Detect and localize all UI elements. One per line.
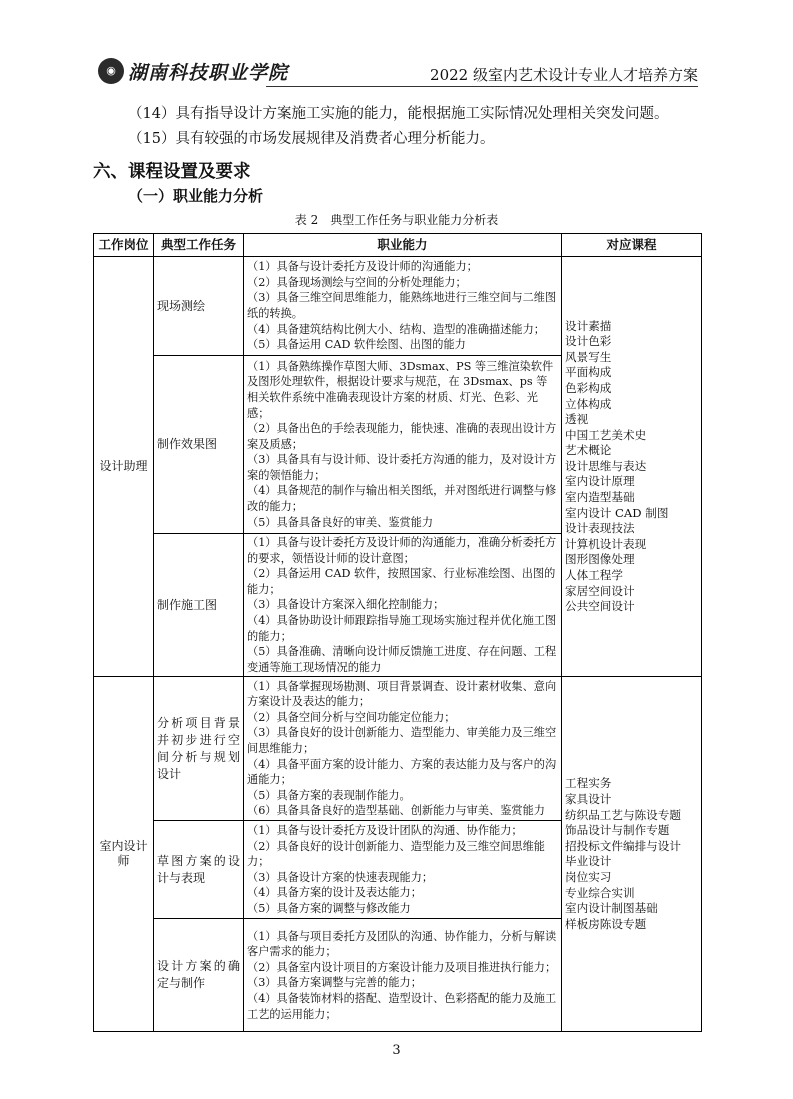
ability-item: （4）具备规范的制作与输出相关图纸，并对图纸进行调整与修改的能力； — [247, 484, 557, 514]
ability-item: （3）具备设计方案的快速表现能力； — [247, 870, 434, 884]
ability-item: （5）具备具备良好的审美、鉴赏能力 — [247, 515, 434, 529]
course-item: 透视 — [565, 412, 589, 427]
ability-cell — [244, 534, 562, 677]
course-item: 招投标文件编排与设计 — [565, 838, 681, 853]
course-item: 家居空间设计 — [565, 583, 635, 598]
course-item: 纺织品工艺与陈设专题 — [565, 807, 681, 822]
course-item: 人体工程学 — [565, 568, 623, 583]
header-task: 典型工作任务 — [154, 234, 244, 257]
ability-item: （4）具备协助设计师跟踪指导施工现场实施过程并优化施工图的能力； — [247, 613, 557, 643]
course-item: 室内设计 CAD 制图 — [565, 505, 669, 520]
ability-item: （2）具备良好的设计创新能力、造型能力及三维空间思维能力； — [247, 839, 545, 869]
ability-item: （1）具备与设计委托方及设计师的沟通能力； — [247, 260, 478, 274]
table-row — [94, 677, 702, 821]
course-item: 设计表现技法 — [565, 521, 635, 536]
task-cell: 设计方案的确定与制作 — [154, 919, 244, 1032]
position-cell: 室内设计师 — [94, 677, 154, 1032]
ability-cell — [244, 677, 562, 821]
course-item: 中国工艺美术史 — [565, 427, 647, 442]
task-cell: 制作效果图 — [154, 356, 244, 534]
course-item: 室内设计制图基础 — [565, 901, 658, 916]
paragraph-item-15: （15）具有较强的市场发展规律及消费者心理分析能力。 — [128, 131, 495, 147]
header-ability: 职业能力 — [244, 234, 562, 257]
ability-item: （6）具备具备良好的造型基础、创新能力与审美、鉴赏能力 — [247, 804, 545, 818]
ability-analysis-table — [93, 233, 702, 1032]
course-item: 设计思维与表达 — [565, 458, 647, 473]
ability-item: （2）具备运用 CAD 软件，按照国家、行业标准绘图、出图的能力； — [247, 567, 556, 596]
course-item: 平面构成 — [565, 365, 612, 380]
ability-item: （2）具备空间分析与空间功能定位能力； — [247, 710, 456, 724]
ability-item: （2）具备室内设计项目的方案设计能力及项目推进执行能力； — [247, 960, 557, 974]
ability-item: （1）具备与设计委托方及设计师的沟通能力，准确分析委托方的要求，领悟设计师的设计意图； — [247, 536, 557, 565]
paragraph-item-14: （14）具有指导设计方案施工实施的能力，能根据施工实际情况处理相关突发问题。 — [128, 106, 669, 122]
course-item: 岗位实习 — [565, 869, 612, 884]
ability-item: （5）具备方案的调整与修改能力 — [247, 902, 411, 916]
ability-item: （4）具备方案的设计及表达能力； — [247, 886, 422, 900]
ability-item: （5）具备方案的表现制作能力。 — [247, 788, 411, 802]
course-item: 设计素描 — [565, 318, 612, 333]
task-cell: 现场测绘 — [154, 257, 244, 356]
ability-item: （3）具备方案调整与完善的能力； — [247, 976, 422, 990]
ability-item: （3）具备具有与设计师、设计委托方沟通的能力，及对设计方案的领悟能力； — [247, 453, 557, 482]
task-cell: 分析项目背景并初步进行空间分析与规划设计 — [154, 677, 244, 821]
course-cell — [562, 257, 702, 677]
course-item: 专业综合实训 — [565, 885, 635, 900]
task-cell: 草图方案的设计与表现 — [154, 821, 244, 919]
ability-item: （4）具备建筑结构比例大小、结构、造型的准确描述能力； — [247, 322, 545, 336]
ability-item: （5）具备准确、清晰向设计师反馈施工进度、存在问题、工程变通等施工现场情况的能力 — [247, 645, 557, 674]
section-heading: 六、课程设置及要求 — [93, 162, 251, 182]
course-item: 设计色彩 — [565, 334, 612, 349]
course-item: 色彩构成 — [565, 380, 612, 395]
school-logo: 湖南科技职业学院 — [128, 62, 289, 84]
ability-cell — [244, 257, 562, 356]
course-item: 图形图像处理 — [565, 552, 635, 567]
course-item: 立体构成 — [565, 396, 612, 411]
ability-item: （3）具备设计方案深入细化控制能力； — [247, 598, 445, 612]
course-item: 室内设计原理 — [565, 474, 635, 489]
course-cell — [562, 677, 702, 1032]
header-divider — [266, 86, 698, 87]
course-item: 家具设计 — [565, 791, 612, 806]
ability-item: （1）具备掌握现场勘测、项目背景调查、设计素材收集、意向方案设计及表达的能力； — [247, 679, 557, 709]
ability-item: （4）具备装饰材料的搭配、造型设计、色彩搭配的能力及施工工艺的运用能力； — [247, 991, 557, 1021]
school-seal-icon: ◉ — [98, 58, 124, 84]
header-position: 工作岗位 — [94, 234, 154, 257]
position-cell: 设计助理 — [94, 257, 154, 677]
ability-item: （1）具备熟练操作草图大师、3Dsmax、PS 等三维渲染软件及图形处理软件，根据设计要求与规范，在 3Dsmax、ps 等相关软件系统中准确表现设计方案的材质、灯光、色彩、光感； — [247, 359, 554, 420]
ability-cell — [244, 919, 562, 1032]
ability-cell — [244, 356, 562, 534]
ability-item: （2）具备现场测绘与空间的分析处理能力； — [247, 275, 467, 289]
course-item: 工程实务 — [565, 776, 612, 791]
document-title: 2022 级室内艺术设计专业人才培养方案 — [430, 66, 698, 84]
page-header — [98, 52, 698, 88]
subsection-heading: （一）职业能力分析 — [128, 187, 264, 205]
ability-item: （3）具备三维空间思维能力，能熟练地进行三维空间与二维图纸的转换。 — [247, 291, 557, 320]
ability-item: （4）具备平面方案的设计能力、方案的表达能力及与客户的沟通能力； — [247, 757, 557, 787]
course-item: 艺术概论 — [565, 443, 612, 458]
ability-item: （1）具备与设计委托方及设计团队的沟通、协作能力； — [247, 824, 523, 838]
ability-item: （5）具备运用 CAD 软件绘图、出图的能力 — [247, 338, 466, 352]
ability-item: （3）具备良好的设计创新能力、造型能力、审美能力及三维空间思维能力； — [247, 726, 557, 756]
course-item: 公共空间设计 — [565, 599, 635, 614]
course-item: 样板房陈设专题 — [565, 916, 647, 931]
header-course: 对应课程 — [562, 234, 702, 257]
course-item: 计算机设计表现 — [565, 536, 647, 551]
course-item: 室内造型基础 — [565, 490, 635, 505]
course-item: 毕业设计 — [565, 854, 612, 869]
table-header-row — [94, 234, 702, 257]
page-number: 3 — [392, 1043, 401, 1058]
ability-cell — [244, 821, 562, 919]
course-item: 风景写生 — [565, 349, 612, 364]
table-caption: 表 2 典型工作任务与职业能力分析表 — [294, 213, 499, 227]
ability-item: （2）具备出色的手绘表现能力，能快速、准确的表现出设计方案及质感； — [247, 422, 557, 451]
table-row — [94, 257, 702, 356]
course-item: 饰品设计与制作专题 — [565, 823, 670, 838]
task-cell: 制作施工图 — [154, 534, 244, 677]
ability-item: （1）具备与项目委托方及团队的沟通、协作能力，分析与解读客户需求的能力； — [247, 929, 557, 959]
